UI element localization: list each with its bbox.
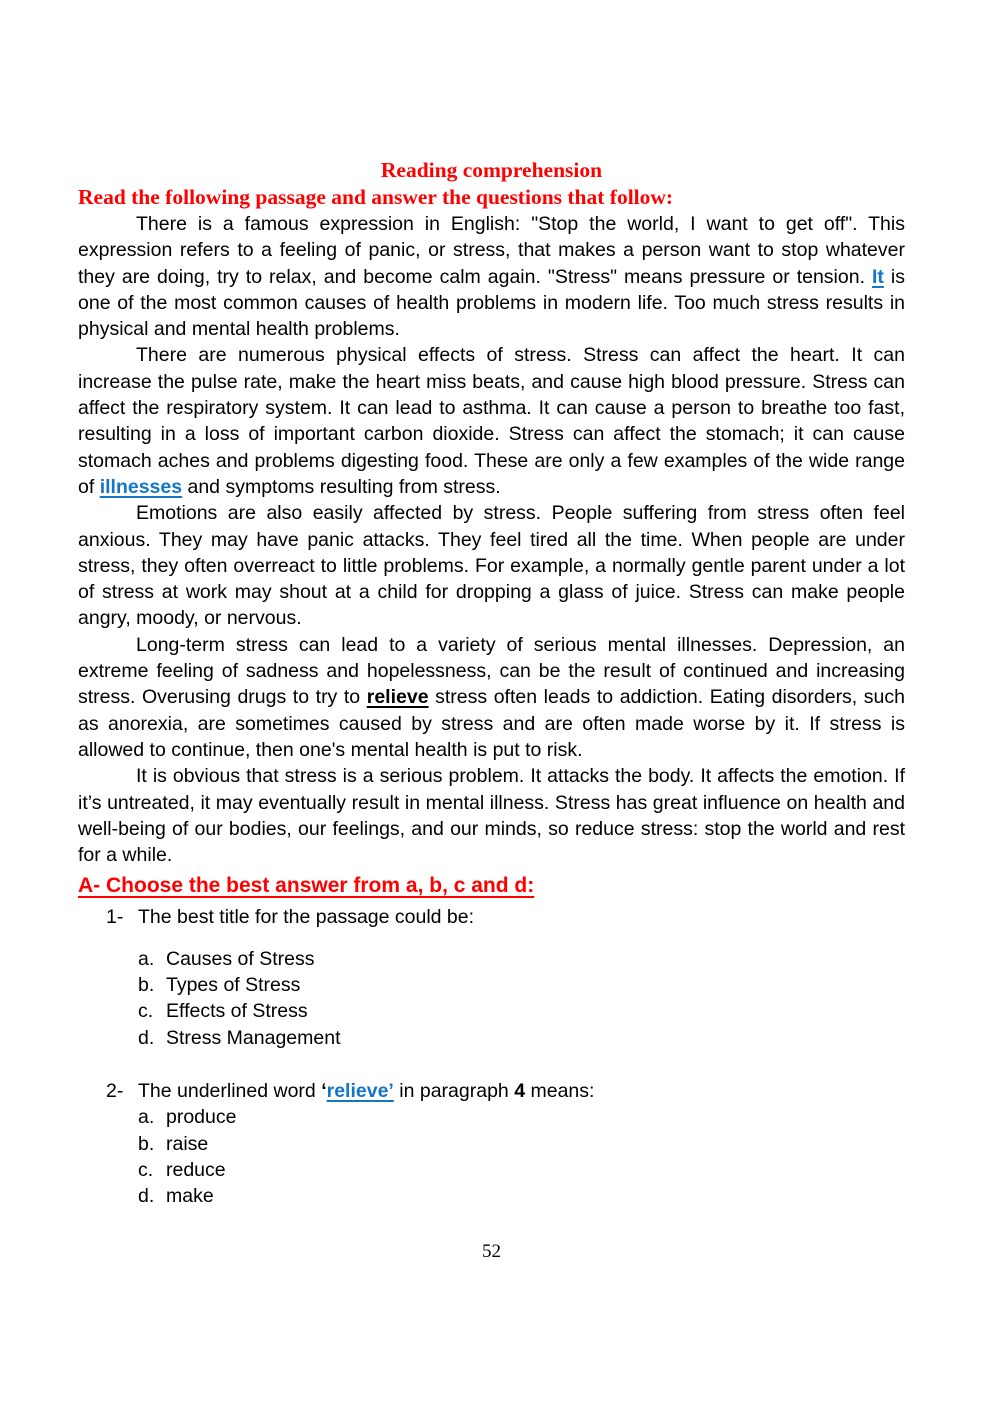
paragraph-1-text-post: is one of the most common causes of health problems in modern life. Too much stress results in physical and mental health problems.	[78, 265, 905, 341]
question-2-option-b[interactable]	[138, 1131, 905, 1157]
question-1-option-d[interactable]	[138, 1025, 905, 1051]
page-number: 52	[482, 1241, 501, 1263]
option-text: produce	[166, 1106, 237, 1129]
section-a-heading: A- Choose the best answer from a, b, c and d:	[78, 874, 535, 898]
question-1-option-a[interactable]	[138, 946, 905, 972]
question-1-text: The best title for the passage could be:	[138, 906, 475, 929]
question-2-open-quote: ‘	[321, 1079, 327, 1102]
question-2-text-mid: in paragraph	[393, 1079, 515, 1102]
question-2	[78, 1078, 905, 1104]
question-2-paragraph-number: 4	[514, 1079, 526, 1102]
keyword-relieve: relieve	[366, 686, 429, 709]
paragraph-2-text-post: and symptoms resulting from stress.	[182, 475, 501, 498]
option-label: b.	[138, 1132, 155, 1155]
paragraph-4-text-post: stress often leads to addiction. Eating disorders, such as anorexia, are sometimes caused by stress and are often made worse by it. If stress is allowed to continue, then one's mental health is put to risk.	[78, 686, 905, 761]
option-label: c.	[138, 1158, 154, 1181]
question-2-option-c[interactable]	[138, 1157, 905, 1183]
option-label: a.	[138, 1106, 155, 1129]
question-1-option-b[interactable]	[138, 972, 905, 998]
passage-paragraph-4	[78, 632, 905, 763]
passage-paragraph-2	[78, 342, 905, 500]
option-text: Effects of Stress	[166, 1000, 308, 1023]
paragraph-1-text-pre: There is a famous expression in English: "Stop the world, I want to get off". This expression refers to a feeling of panic, or stress, that makes a person want to stop whatever they are doing, try to relax, and become calm again. "Stress" means pressure or tension.	[78, 213, 905, 288]
passage-instruction: Read the following passage and answer the questions that follow:	[78, 185, 674, 209]
question-1-number: 1-	[106, 906, 124, 929]
option-label: a.	[138, 947, 155, 970]
passage-paragraph-3: Emotions are also easily affected by stress. People suffering from stress often feel anxious. They may have panic attacks. They feel tired all the time. When people are under stress, they often overreact to little problems. For example, a normally gentle parent under a lot of stress at work may shout at a child for dropping a glass of juice. Stress can make people angry, moody, or nervous.	[78, 502, 905, 630]
question-2-text-suffix: means:	[525, 1079, 595, 1102]
question-2-option-a[interactable]	[138, 1104, 905, 1130]
link-illnesses[interactable]: illnesses	[99, 475, 183, 498]
question-1-options	[78, 946, 905, 1051]
question-1	[78, 904, 905, 930]
option-text: Stress Management	[166, 1026, 341, 1049]
option-text: make	[166, 1185, 214, 1208]
paragraph-2-text-pre: There are numerous physical effects of stress. Stress can affect the heart. It can increase the pulse rate, make the heart miss beats, and cause high blood pressure. Stress can affect the respiratory system. It can lead to asthma. It can cause a person to breathe too fast, resulting in a loss of important carbon dioxide. Stress can affect the stomach; it can cause stomach aches and problems digesting food. These are only a few examples of the wide range of	[78, 344, 905, 498]
option-label: b.	[138, 974, 155, 997]
passage-paragraph-5: It is obvious that stress is a serious problem. It attacks the body. It affects the emotion. If it’s untreated, it may eventually result in mental illness. Stress has great influence on health and well-being of our bodies, our feelings, and our minds, so reduce stress: stop the world and rest for a while.	[78, 765, 905, 867]
question-2-options	[78, 1104, 905, 1209]
option-label: d.	[138, 1026, 155, 1049]
option-text: reduce	[166, 1158, 226, 1181]
link-relieve[interactable]: relieve’	[326, 1079, 394, 1102]
option-label: d.	[138, 1185, 155, 1208]
question-1-option-c[interactable]	[138, 998, 905, 1024]
option-text: raise	[166, 1132, 209, 1155]
paragraph-4-text-pre: Long-term stress can lead to a variety of serious mental illnesses. Depression, an extreme feeling of sadness and hopelessness, can be the result of continued and increasing stress. Overusing drugs to try to	[78, 633, 905, 709]
page-title: Reading comprehension	[380, 158, 603, 182]
question-2-option-d[interactable]	[138, 1183, 905, 1209]
option-text: Causes of Stress	[166, 947, 315, 970]
question-2-text-prefix: The underlined word	[138, 1079, 322, 1102]
question-2-number: 2-	[106, 1079, 124, 1102]
passage-paragraph-1	[78, 211, 905, 342]
link-it[interactable]: It	[872, 265, 884, 288]
option-text: Types of Stress	[166, 974, 301, 997]
option-label: c.	[138, 1000, 154, 1023]
